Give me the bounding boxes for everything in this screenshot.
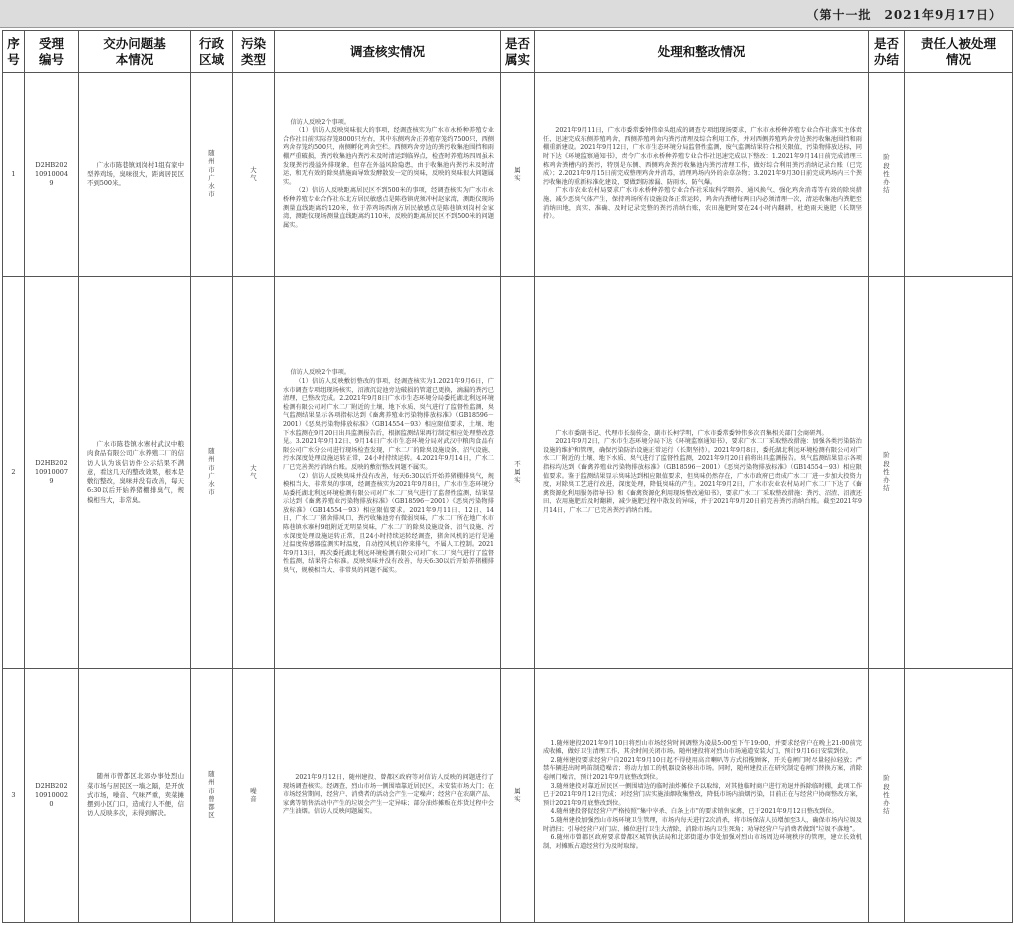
table-header-row [3,31,1013,73]
cell-type: 大气 [233,277,275,669]
col-header-closed: 是否办结 [869,31,905,73]
cell-type: 大气 [233,73,275,277]
col-header-seq: 序号 [3,31,25,73]
cell-handling: 1.随州建投2021年9月10日将烈山市场经营时间调整为凌晨5:00至下午19:00，并要求经营户在晚上21:00前完成收摊，做好卫生清理工作，其余时间关闭市场。随州建投将对烈山市场通道安装大门，预计9月16日安装到位。 2.随州建投要求经营户自2021年9月10日起不得使用高音喇叭等方式招揽顾客，开关卷闸门时尽量轻拉轻放；严禁车辆进出时鸣笛制造噪音；将动力加工的机器设备移出市场。同时，随州建投正在研究制定卷闸门替换方案，消除卷闸门噪音，预计2021年9月底整改到位。 3.随州建投对靠近居民区一侧围墙边的临时油炸摊位予以取缔，对其他临时商户进行劝退并拆除临时棚，此项工作已于2021年9月12日完成；对经营门店实施油烟收集整改，降低市场内油烟污染，目前正在与经营户协商整改方案，预计2021年9月底整改到位。 4.随州建投督促经营户严格按照“集中宰杀、白条上市”的要求销售家禽，已于2021年9月12日整改到位。 5.随州建投加强烈山市场环境卫生管理，市场内每天进行2次消杀，将市场保洁人员增加至3人，确保市场内垃圾及时清扫；引导经营户对门店、摊位进行卫生大清除，消除市场内卫生死角；劝导经营户与消费者做到“垃圾不落地”。 6.随州市曾都区政府要求曾都区城管执法局和北郊街道办事处加强对烈山市场周边环境秩序的管理，建立长效机制，对摊贩占道经营行为及时取缔。 [535,669,869,923]
col-header-type: 污染类型 [233,31,275,73]
cell-region: 随州市广水市 [191,73,233,277]
col-header-region: 行政区域 [191,31,233,73]
cell-id: D2HB202109100049 [25,73,79,277]
cell-handling: 2021年9月11日，广水市委常委钟伟牵头组成的调查专项组现场要求，广水市永桥种养殖专业合作社落实主体责任，迅速完成东侧养殖鸡舍，西侧养殖鸡舍内粪污清理及综合利用工作，并对西侧养殖鸡舍旁边粪污收集池围挡和雨棚重新建设。2021年9月12日，广水市生态环境分局监督性监测，废气监测结果符合相关限值，污染物排放达标，同时下达《环境监察通知书》，责令广水市永桥种养殖专业合作社迅速完成以下整改：1.2021年9月14日前完成清理三栋鸡舍粪槽内的粪污，特别是东侧、西侧鸡舍粪污收集池内粪污清理工作，做好综合利用粪污消纳记录台账（已完成）；2.2021年9月15日前完成整理鸡舍并消毒，清理鸡场内外的杂草杂物；3.2021年9月30日前完成鸡场内三个粪污收集池的重新标准化建设，要做到防渗漏、防雨水、防气爆。 广水市农业农村局要求广水市永桥种养殖专业合作社采取科学喂养、通风换气、强化鸡舍消毒等有效的除臭措施，减少恶臭气体产生，保持鸡场所有设施设备正常运转，鸡舍内粪槽每两日内必须清理一次，清运收集池内粪肥至消纳田地，真实、准确、及时记录完整的粪污消纳台账，农田施肥时要在24小时内翻耕，杜绝雨天施肥（长期坚持）。 [535,73,869,277]
petition-table [2,30,1013,923]
cell-id: D2HB202109100079 [25,277,79,669]
cell-closure-status: 阶段性办结 [869,277,905,669]
table-row [3,669,1013,923]
cell-accountability [905,73,1013,277]
cell-basic: 随州市曾都区北郊办事处烈山菜市场与居民区一墙之隔，是开放式市场，噪音、气味严重，卖菜摊摆到小区门口，造成行人不便，信访人反映多次，未得到解决。 [79,669,191,923]
cell-closure-status: 阶段性办结 [869,73,905,277]
top-band [0,0,1014,28]
cell-seq: 2 [3,277,25,669]
col-header-investigation: 调查核实情况 [275,31,501,73]
col-header-handling: 处理和整改情况 [535,31,869,73]
cell-seq: 3 [3,669,25,923]
cell-investigation: 信访人反映2个事项。 （1）信访人反映敷衍整改的事项，经调查核实为1.2021年9月6日，广水市调查专项组现场核实，沼液沉淀池旁边破损的管道已更换，滴漏的粪污已清理，已整改完成。2.2021年9月8日广水市生态环境分局委托湖北利远环境检测有限公司对广水二厂附近的土壤、地下水质、臭气进行了监督性监测，臭气监测结果显示各项指标达到《畜禽养殖业污染物排放标准》（GB18596－2001）《恶臭污染物排放标准》（GB14554－93）相应限值要求，土壤、地下水监测在9月20日出具监测报告后，根据监测结果再行制定相应处理整改意见。3.2021年9月12日、9月14日广水市生态环境分局对武汉中粮肉食品有限公司广水分公司进行现场检查发现，广水二厂的除臭设施设备、沼气设施、污水深度处理设施运转正常，24小时持续运转。4.2021年9月14日，广水二厂已完善粪污消纳台账。反映的敷衍整改问题不属实。 （2）信访人反映臭味并没有改善，每天6:30以后开始养猪棚排臭气，规模相当大、非常臭的事项，经调查核实为2021年9月8日，广水市生态环境分局委托湖北利远环境检测有限公司对广水二厂臭气进行了监督性监测，结果显示达到《畜禽养殖业污染物排放标准》（GB18596－2001）《恶臭污染物排放标准》（GB14554－93）相应限值要求。2021年9月11日、12日、14日，广水二厂猪舍排风口、粪污收集池旁有微弱臭味，广水二厂所在地广水市陈巷镇水寨村9组附近无明显臭味，广水二厂的除臭设施设备、沼气设施、污水深度处理设施运转正常，且24小时持续运转经调查，猪舍风机的运行是通过温度传感器监测实时温度，自动控风机启停来排气，不属人工控制。2021年9月13日，再次委托湖北利远环境检测有限公司对广水二厂臭气进行了监督性监测，结果符合标准。反映臭味并没有改善，每天6:30以后开始养猪棚排臭气，规模相当大、非常臭的问题不属实。 [275,277,501,669]
cell-investigation: 2021年9月12日，随州建投、曾都区政府等对信访人反映的问题进行了现场调查核实。经调查，烈山市场一侧围墙靠近居民区，未安装市场大门；在市场经营期间，经营户、消费者的活动会产生一定噪声；经营户在农副产品、家禽等销售活动中产生的垃圾会产生一定异味；部分油炸摊贩在炸货过程中会产生油烟。信访人反映问题属实。 [275,669,501,923]
table-row [3,277,1013,669]
col-header-id: 受理编号 [25,31,79,73]
cell-accountability [905,277,1013,669]
cell-investigation: 信访人反映2个事项。 （1）信访人反映臭味很大的事项，经调查核实为广水市永桥种养殖专业合作社目前实际存笼8000只左右，其中东侧鸡舍正养殖存笼约7500只，西侧鸡舍存笼约500只，南侧孵化鸡舍空栏。西侧鸡舍旁边的粪污收集池围挡和雨棚严重破损，粪污收集池内粪污未及时清运到临界点，检查时养殖场四周虽未发现粪污漫溢外排现象，但存在外溢风险隐患，由于收集池内粪污未及时清运，和无有效的除臭措施面导致发酵散发一定的臭味，反映的臭味很大问题属实。 （2）信访人反映距离居民区不到500米的事项，经调查核实为广水市永桥种养殖专业合作社东北方居民敏感点是陈巷镇虎须冲村赵家湾，测距仪现场测量直线距离约120米，位于养鸡场西南方居民敏感点是陈巷镇刘岗村金家湾，测距仪现场测量直线距离约110米，反映的距离居民区不到500米的问题属实。 [275,73,501,277]
col-header-basic: 交办问题基本情况 [79,31,191,73]
cell-closure-status: 阶段性办结 [869,669,905,923]
col-header-accountability: 责任人被处理情况 [905,31,1013,73]
table-row [3,73,1013,277]
cell-handling: 广水市委副书记、代理市长翁传金，副市长柯学明，广水市委常委钟伟多次召集相关部门会商研判。 2021年9月2日，广水市生态环境分局下达《环境监察通知书》，要求广水二厂采取整改措施：加强各类污染防治设施的维护和管理，确保污染防治设施正常运行（长期坚持）。2021年9月8日，委托湖北利远环境检测有限公司对广水二厂附近的土壤、地下水质、臭气进行了监督性监测，2021年9月20日前将出具监测报告。臭气监测结果显示各项指标均达到《畜禽养殖业污染物排放标准》（GB18596－2001）《恶臭污染物排放标准》（GB14554－93）相应限值要求。鉴于监测结果显示臭味达到相应限值要求，但臭味仍然存在，广水市政府已责成广水二厂进一步加大投资力度，对除臭工艺进行改进，深度处理，降低臭味的产生。2021年9月2日，广水市农业农村局对广水二厂下达了《畜禽资源化利用服务指导书》和《畜禽资源化利用现场整改通知书》，要求广水二厂采取整改措施：粪污、沼渣、沼液还田、农用施肥后及时翻耕，减少施肥过程中散发的异味，并于2021年9月20日前完善粪污消纳台账。截至2021年9月14日，广水二厂已完善粪污消纳台账。 [535,277,869,669]
cell-seq: 1 [3,73,25,277]
batch-header: （第十一批 2021年9月17日） [806,8,1002,22]
cell-basic: 广水市陈巷镇刘岗村1组有家中型养鸡场，臭味很大，距离居民区不到500米。 [79,73,191,277]
cell-id: D2HB202109100020 [25,669,79,923]
cell-true-status: 属实 [501,73,535,277]
cell-type: 噪音 [233,669,275,923]
cell-true-status: 属实 [501,669,535,923]
cell-basic: 广水市陈巷镇水寨村武汉中粮肉食品有限公司广水养殖二厂的信访人认为该信访件公示结果不满意，看这几天的整改效果，根本是敷衍整改，臭味并没有改善，每天6:30以后开始养猪棚排臭气，规模相当大，非常臭。 [79,277,191,669]
cell-true-status: 不属实 [501,277,535,669]
cell-region: 随州市曾都区 [191,669,233,923]
col-header-true: 是否属实 [501,31,535,73]
cell-region: 随州市广水市 [191,277,233,669]
cell-accountability [905,669,1013,923]
